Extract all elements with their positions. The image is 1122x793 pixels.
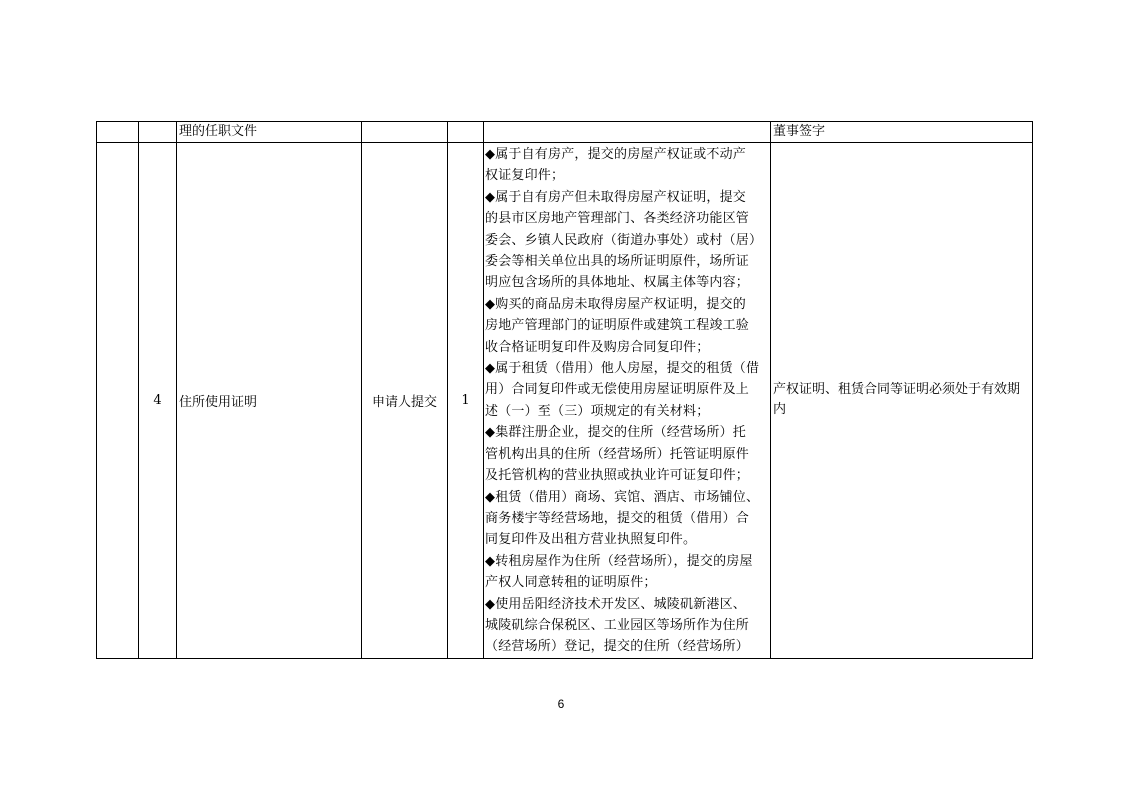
submitter-cell: 申请人提交 — [362, 143, 448, 659]
requirement-line: 明应包含场所的具体地址、权属主体等内容； — [485, 275, 750, 291]
requirements-table — [96, 121, 1033, 659]
category-cell — [97, 143, 139, 659]
requirements-cell — [484, 143, 771, 659]
requirement-line: ◆属于租赁（借用）他人房屋，提交的租赁（借 — [485, 361, 760, 377]
requirement-line: 述（一）至（三）项规定的有关材料； — [485, 403, 710, 419]
requirement-line: 用）合同复印件或无偿使用房屋证明原件及上 — [485, 382, 750, 398]
requirement-line: ◆属于自有房产但未取得房屋产权证明，提交 — [485, 189, 746, 205]
requirements-cell — [484, 122, 771, 143]
page-number: 6 — [557, 697, 565, 711]
table-row-continuation — [97, 122, 1033, 143]
requirement-line: （经营场所）登记，提交的住所（经营场所） — [485, 639, 750, 655]
item-name-cell: 住所使用证明 — [177, 143, 362, 659]
note-cell: 产权证明、租赁合同等证明必须处于有效期内 — [771, 143, 1033, 659]
submitter-cell — [362, 122, 448, 143]
requirement-line: ◆转租房屋作为住所（经营场所），提交的房屋 — [485, 553, 753, 569]
requirement-line: 收合格证明复印件及购房合同复印件； — [485, 339, 710, 355]
number-cell — [139, 122, 177, 143]
requirement-line: 同复印件及出租方营业执照复印件。 — [485, 532, 697, 548]
quantity-cell: 1 — [448, 143, 484, 659]
requirement-line: ◆属于自有房产，提交的房屋产权证或不动产 — [485, 147, 746, 162]
requirement-line: ◆租赁（借用）商场、宾馆、酒店、市场铺位、 — [485, 489, 760, 505]
requirement-line: 管机构出具的住所（经营场所）托管证明原件 — [485, 446, 750, 462]
requirement-line: 委会、乡镇人民政府（街道办事处）或村（居） — [485, 232, 763, 248]
table-row — [97, 143, 1033, 659]
item-name-cell: 理的任职文件 — [177, 122, 362, 143]
requirement-line: ◆使用岳阳经济技术开发区、城陵矶新港区、 — [485, 596, 746, 612]
requirement-line: ◆购买的商品房未取得房屋产权证明，提交的 — [485, 296, 746, 312]
requirement-line: 的县市区房地产管理部门、各类经济功能区管 — [485, 211, 750, 227]
requirement-line: ◆集群注册企业，提交的住所（经营场所）托 — [485, 425, 746, 441]
requirement-line: 产权人同意转租的证明原件； — [485, 575, 657, 591]
requirement-line: 权证复印件； — [485, 168, 565, 184]
category-cell — [97, 122, 139, 143]
requirement-line: 房地产管理部门的证明原件或建筑工程竣工验 — [485, 318, 750, 334]
note-cell: 董事签字 — [771, 122, 1033, 143]
quantity-cell — [448, 122, 484, 143]
number-cell: 4 — [139, 143, 177, 659]
requirement-line: 及托管机构的营业执照或执业许可证复印件； — [485, 468, 750, 484]
requirement-line: 商务楼宇等经营场地，提交的租赁（借用）合 — [485, 510, 750, 526]
requirement-line: 城陵矶综合保税区、工业园区等场所作为住所 — [485, 617, 750, 633]
requirement-line: 委会等相关单位出具的场所证明原件，场所证 — [485, 254, 750, 270]
